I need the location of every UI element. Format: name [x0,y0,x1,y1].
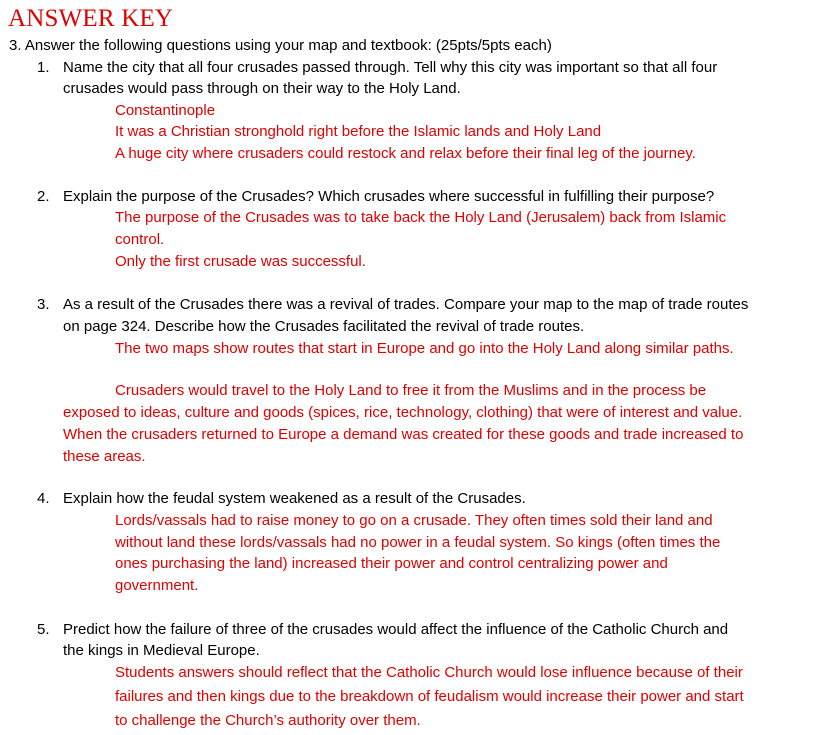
answer-text: Only the first crusade was successful. [115,253,366,270]
answer-text: government. [115,577,199,594]
answer-text: to challenge the Church’s authority over them. [115,712,421,729]
instructions: 3. Answer the following questions using your map and textbook: (25pts/5pts each) [9,37,552,54]
question-text: Explain how the feudal system weakened as a result of the Crusades. [63,490,526,507]
answer-text: exposed to ideas, culture and goods (spices, rice, technology, clothing) that were of interest and value. [63,404,743,421]
question-text: Name the city that all four crusades passed through. Tell why this city was important so that all four [63,59,718,76]
answer-text: The two maps show routes that start in Europe and go into the Holy Land along similar paths. [115,340,734,357]
answer-text: ones purchasing the land) increased their power and control centralizing power and [115,555,668,572]
question-text: on page 324. Describe how the Crusades facilitated the revival of trade routes. [63,318,585,335]
answer-text: these areas. [63,448,146,465]
answer-text: Lords/vassals had to raise money to go on a crusade. They often times sold their land and [115,512,713,529]
question-number: 1. [37,59,50,76]
question-text: As a result of the Crusades there was a revival of trades. Compare your map to the map of trade routes [63,296,749,313]
question-text: the kings in Medieval Europe. [63,642,260,659]
answer-text: without land these lords/vassals had no power in a feudal system. So kings (often times the [115,534,721,551]
answer-text: A huge city where crusaders could restock and relax before their final leg of the journey. [115,145,696,162]
answer-text: When the crusaders returned to Europe a demand was created for these goods and trade increased to [63,426,744,443]
page-title: ANSWER KEY [8,5,174,32]
question-text: crusades would pass through on their way to the Holy Land. [63,80,461,97]
answer-text: control. [115,231,165,248]
question-number: 5. [37,621,50,638]
answer-text: It was a Christian stronghold right before the Islamic lands and Holy Land [115,123,602,140]
answer-text: Students answers should reflect that the Catholic Church would lose influence because of their [115,664,743,681]
answer-text: Constantinople [115,102,216,119]
question-text: Explain the purpose of the Crusades? Which crusades where successful in fulfilling their purpose? [63,188,715,205]
question-number: 4. [37,490,50,507]
answer-text: failures and then kings due to the breakdown of feudalism would increase their power and start [115,688,744,705]
question-number: 3. [37,296,50,313]
question-number: 2. [37,188,50,205]
answer-text: The purpose of the Crusades was to take back the Holy Land (Jerusalem) back from Islamic [115,209,727,226]
question-text: Predict how the failure of three of the crusades would affect the influence of the Catholic Church and [63,621,729,638]
answer-text: Crusaders would travel to the Holy Land to free it from the Muslims and in the process be [115,382,707,399]
